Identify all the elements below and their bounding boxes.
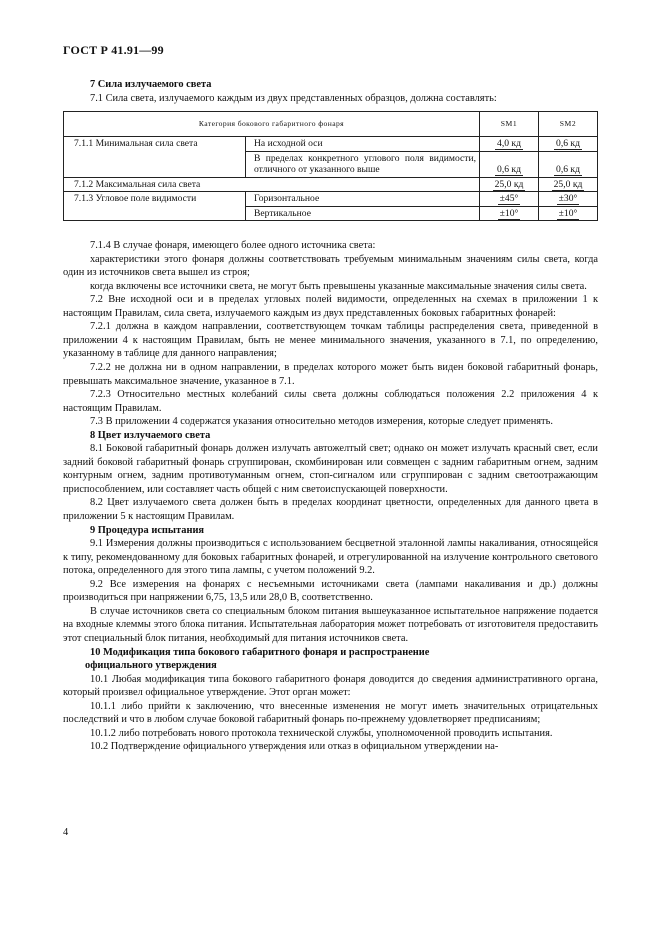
table-header-row [64, 112, 598, 137]
cell-sm1 [480, 206, 539, 221]
section-9-title: 9 Процедура испытания [90, 524, 205, 536]
cell-sm2 [539, 192, 598, 207]
table-row [64, 151, 598, 177]
paragraph-7-1-4: 7.1.4 В случае фонаря, имеющего более одного источника света: [90, 240, 376, 252]
paragraph-7-2-1: 7.2.1 должна в каждом направлении, соответствующем точкам таблицы распределения света, приведенной в приложении 4 к настоящим Правилам, быть не менее минимального значения, указанного в 7.1, по определению, указанному в таблице для данного направления; [63, 321, 598, 360]
row-vertical-sub: Вертикальное [246, 206, 480, 221]
cell-value: ±30° [558, 193, 578, 205]
row-angular-field-spacer [64, 206, 246, 221]
intensity-table [63, 111, 598, 221]
row-horizontal-sub: Горизонтальное [246, 192, 480, 207]
paragraph-7-2-2: 7.2.2 не должна ни в одном направлении, в пределах которого может быть виден боковой габаритный фонарь, превышать максимальное значение, указанное в 7.1. [63, 362, 598, 387]
cell-value: 0,6 кд [556, 164, 580, 176]
cell-sm2 [539, 206, 598, 221]
table-header-sm1: SM1 [480, 112, 539, 137]
document-header: ГОСТ Р 41.91—99 [63, 43, 164, 57]
cell-sm1 [480, 151, 539, 177]
cell-value: 4,0 кд [497, 138, 521, 150]
row-min-intensity-spacer [64, 151, 246, 177]
cell-value: 0,6 кд [497, 164, 521, 176]
row-min-axis-sub: На исходной оси [246, 137, 480, 152]
paragraph-7-1-4-b: когда включены все источники света, не могут быть превышены указанные максимальные значения силы света. [90, 280, 587, 292]
section-8-title: 8 Цвет излучаемого света [90, 429, 211, 441]
paragraph-7-2: 7.2 Вне исходной оси и в пределах угловых полей видимости, определенных на схемах в приложении 1 к настоящим Правилам, сила света, излучаемого каждым из двух представленных боковых габаритных фонарей: [63, 294, 598, 319]
table-row [64, 177, 598, 192]
row-min-intensity-label: 7.1.1 Минимальная сила света [64, 137, 246, 152]
cell-sm1 [480, 137, 539, 152]
cell-value: 0,6 кд [556, 138, 580, 150]
paragraph-10-1-1: 10.1.1 либо прийти к заключению, что внесенные изменения не могут иметь значительных отрицательных последствий и что в любом случае боковой габаритный фонарь по-прежнему удовлетворяет предписаниям; [63, 700, 598, 726]
paragraph-10-2: 10.2 Подтверждение официального утверждения или отказ в официальном утверждении на- [90, 741, 499, 753]
table-row [64, 192, 598, 207]
paragraph-10-1: 10.1 Любая модификация типа бокового габаритного фонаря доводится до сведения административного органа, который произвел официальное утверждение. Этот орган может: [63, 673, 598, 699]
section-10-title-cont: официального утверждения [85, 660, 217, 672]
cell-sm2 [539, 137, 598, 152]
row-angular-field-label: 7.1.3 Угловое поле видимости [64, 192, 246, 207]
cell-value: 25,0 кд [553, 178, 583, 190]
cell-sm2 [539, 177, 598, 192]
document-body [63, 78, 598, 754]
paragraph-9-2: 9.2 Все измерения на фонарях с несъемными источниками света (лампами накаливания и др.) должны производиться при напряжении 6,75, 13,5 или 28,0 В, соответственно. [63, 578, 598, 604]
table-row [64, 137, 598, 152]
cell-value: ±45° [499, 193, 519, 205]
cell-sm1 [480, 192, 539, 207]
row-max-intensity-label: 7.1.2 Максимальная сила света [64, 177, 480, 192]
section-10-title: 10 Модификация типа бокового габаритного фонаря и распространение [90, 646, 430, 658]
cell-value: 25,0 кд [494, 178, 524, 190]
paragraph-7-1-4-a: характеристики этого фонаря должны соответствовать требуемым минимальным значениям силы света, когда один из источников света вышел из строя; [63, 253, 598, 279]
paragraph-8-2: 8.2 Цвет излучаемого света должен быть в пределах координат цветности, определенных для данного цвета в приложении 5 к настоящим Правилам. [63, 497, 598, 523]
cell-value: ±10° [499, 207, 519, 219]
table-header-sm2: SM2 [539, 112, 598, 137]
paragraph-7-2-3: 7.2.3 Относительно местных колебаний силы света должны соблюдаться положения 2.2 приложения 4 к настоящим Правилам. [63, 389, 598, 414]
paragraph-7-1: 7.1 Сила света, излучаемого каждым из двух представленных образцов, должна составлять: [90, 92, 497, 104]
cell-sm2 [539, 151, 598, 177]
paragraph-9-2-b: В случае источников света со специальным блоком питания вышеуказанное испытательное напряжение подается на входные клеммы этого блока питания. Испытательная лаборатория может потребовать от изготовителя предоставить этот специальный блок питания, необходимый для питания источников света. [63, 605, 598, 644]
cell-sm1 [480, 177, 539, 192]
cell-value: ±10° [558, 207, 578, 219]
paragraph-7-3: 7.3 В приложении 4 содержатся указания относительно методов измерения, которые следует применять. [90, 416, 553, 428]
page-number: 4 [63, 827, 69, 838]
row-min-field-sub: В пределах конкретного углового поля видимости, отличного от указанного выше [246, 151, 480, 177]
paragraph-10-1-2: 10.1.2 либо потребовать нового протокола технической службы, уполномоченной проводить испытания. [90, 727, 553, 739]
section-7-title: 7 Сила излучаемого света [90, 79, 212, 90]
paragraph-9-1: 9.1 Измерения должны производиться с использованием бесцветной эталонной лампы накаливания, относящейся к типу, рекомендованному для боковых габаритных фонарей, и отрегулированной на излучение контрольного светового потока, определенного для этого типа лампы, с учетом положений 9.2. [63, 538, 598, 577]
paragraph-8-1: 8.1 Боковой габаритный фонарь должен излучать автожелтый свет; однако он может излучать красный свет, если задний боковой габаритный фонарь сгруппирован, скомбинирован или совмещен с задним габаритным огнем, задним контурным огнем, задним противотуманным огнем, стоп-сигналом или сгруппирован с задним светоотражающим приспособлением, или составляет часть общей с ним светоиспускающей поверхности. [63, 443, 598, 495]
table-row [64, 206, 598, 221]
table-header-category: Категория бокового габаритного фонаря [64, 112, 480, 137]
